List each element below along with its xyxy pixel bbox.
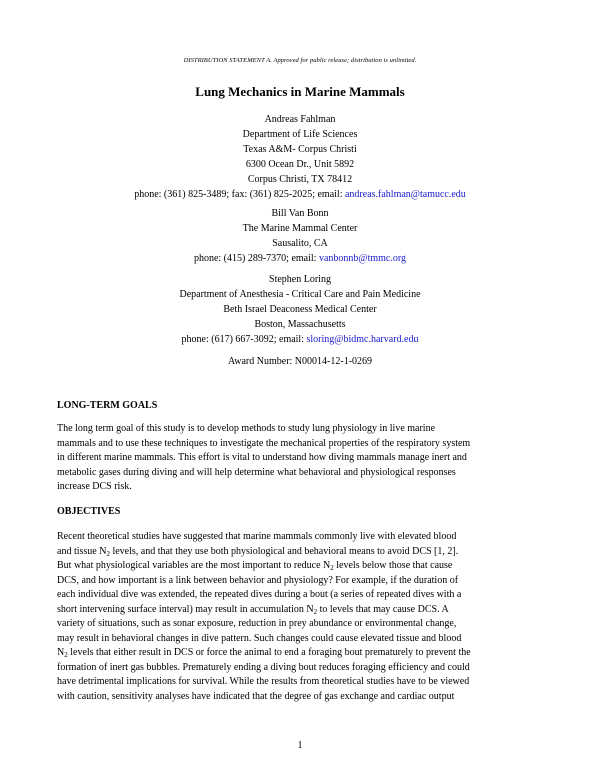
page-number: 1 — [297, 740, 303, 751]
author-name: Andreas Fahlman — [264, 114, 336, 125]
section-heading-long-term-goals: LONG-TERM GOALS — [57, 400, 158, 411]
author-contact-text: phone: (361) 825-3489; fax: (361) 825-2025; email: — [134, 189, 345, 200]
distribution-statement: DISTRIBUTION STATEMENT A. Approved for public release; distribution is unlimited. — [183, 57, 417, 64]
award-number-text: Award Number: N00014-12-1-0269 — [227, 356, 373, 367]
author-contact-text: phone: (617) 667-3092; email: — [181, 334, 307, 345]
paragraph-line: DCS, and how important is a link between behavior and physiology? For example, if the duration of — [57, 574, 459, 586]
paragraph-line: $N_2$ levels that either result in DCS or force the animal to end a foraging bout prematurely to prevent the — [57, 647, 471, 659]
award-number — [0, 354, 600, 369]
paragraph-line: But what physiological variables are the most important to reduce $N_2$ levels below those that cause — [57, 560, 453, 572]
paragraph-line: variety of situations, such as sonar exposure, reduction in prey abundance or environmental change, — [57, 618, 457, 629]
author-contact-text: phone: (415) 289-7370; email: — [193, 253, 319, 264]
author-affiliation-line: The Marine Mammal Center — [242, 223, 358, 234]
paragraph-line: in different marine mammals. This effort is vital to understand how diving mammals manage inert and — [57, 452, 467, 463]
author-name: Stephen Loring — [269, 274, 331, 285]
paragraph-line: increase DCS risk. — [57, 481, 132, 492]
paragraph-line: each individual dive was extended, the repeated dives during a bout (a series of repeated dives with a — [57, 589, 462, 600]
author-affiliation-line: Sausalito, CA — [272, 238, 328, 249]
paragraph-line: may result in behavioral changes in dive pattern. Such changes could cause elevated tissue and blood — [57, 632, 462, 644]
paragraph-line: short intervening surface interval) may result in accumulation $N_2$ to levels that may cause DCS. A — [57, 603, 449, 616]
author-block-2 — [0, 206, 600, 266]
author-email-link[interactable]: andreas.fahlman@tamucc.edu — [344, 189, 466, 200]
paragraph-line: have detrimental implications for survival. While the results from theoretical studies have to be viewed — [57, 676, 470, 687]
paragraph-line: formation of inert gas bubbles. Prematurely ending a diving bout reduces foraging efficiency and could — [57, 661, 470, 673]
paragraph-objectives — [57, 530, 527, 704]
author-affiliation-line: Department of Life Sciences — [242, 129, 358, 140]
paragraph-line: The long term goal of this study is to develop methods to study lung physiology in live marine — [57, 423, 436, 434]
author-affiliation-line: Beth Israel Deaconess Medical Center — [223, 304, 377, 315]
page-title: Lung Mechanics in Marine Mammals — [195, 84, 405, 99]
author-affiliation-line: Texas A&M- Corpus Christi — [243, 144, 357, 155]
author-contact-line — [0, 187, 600, 202]
paragraph-line: Recent theoretical studies have suggested that marine mammals commonly live with elevated blood — [57, 531, 457, 542]
paragraph-line: and tissue $N_2$ levels, and that they use both physiological and behavioral means to avoid DCS [1, 2]. — [57, 545, 459, 558]
author-affiliation-line: Boston, Massachusetts — [254, 319, 346, 330]
paragraph-line: mammals and to use these techniques to investigate the mechanical properties of the respiratory system — [57, 437, 471, 449]
author-affiliation-line: Department of Anesthesia - Critical Care and Pain Medicine — [179, 289, 421, 300]
author-email-link[interactable]: sloring@bidmc.harvard.edu — [306, 334, 419, 345]
section-heading-objectives: OBJECTIVES — [57, 506, 121, 517]
paragraph-long-term-goals — [57, 422, 527, 495]
author-email-link[interactable]: vanbonnb@tmmc.org — [318, 253, 407, 264]
paragraph-line: with caution, sensitivity analyses have indicated that the degree of gas exchange and cardiac output — [57, 690, 455, 702]
author-block-3 — [0, 272, 600, 347]
author-contact-line — [0, 332, 600, 347]
author-affiliation-line: 6300 Ocean Dr., Unit 5892 — [245, 159, 355, 170]
paragraph-line: metabolic gases during diving and will help determine what behavioral and physiological responses — [57, 466, 456, 478]
author-block-1 — [0, 112, 600, 202]
author-contact-line — [0, 251, 600, 266]
author-name: Bill Van Bonn — [271, 208, 329, 219]
author-affiliation-line: Corpus Christi, TX 78412 — [247, 174, 353, 185]
